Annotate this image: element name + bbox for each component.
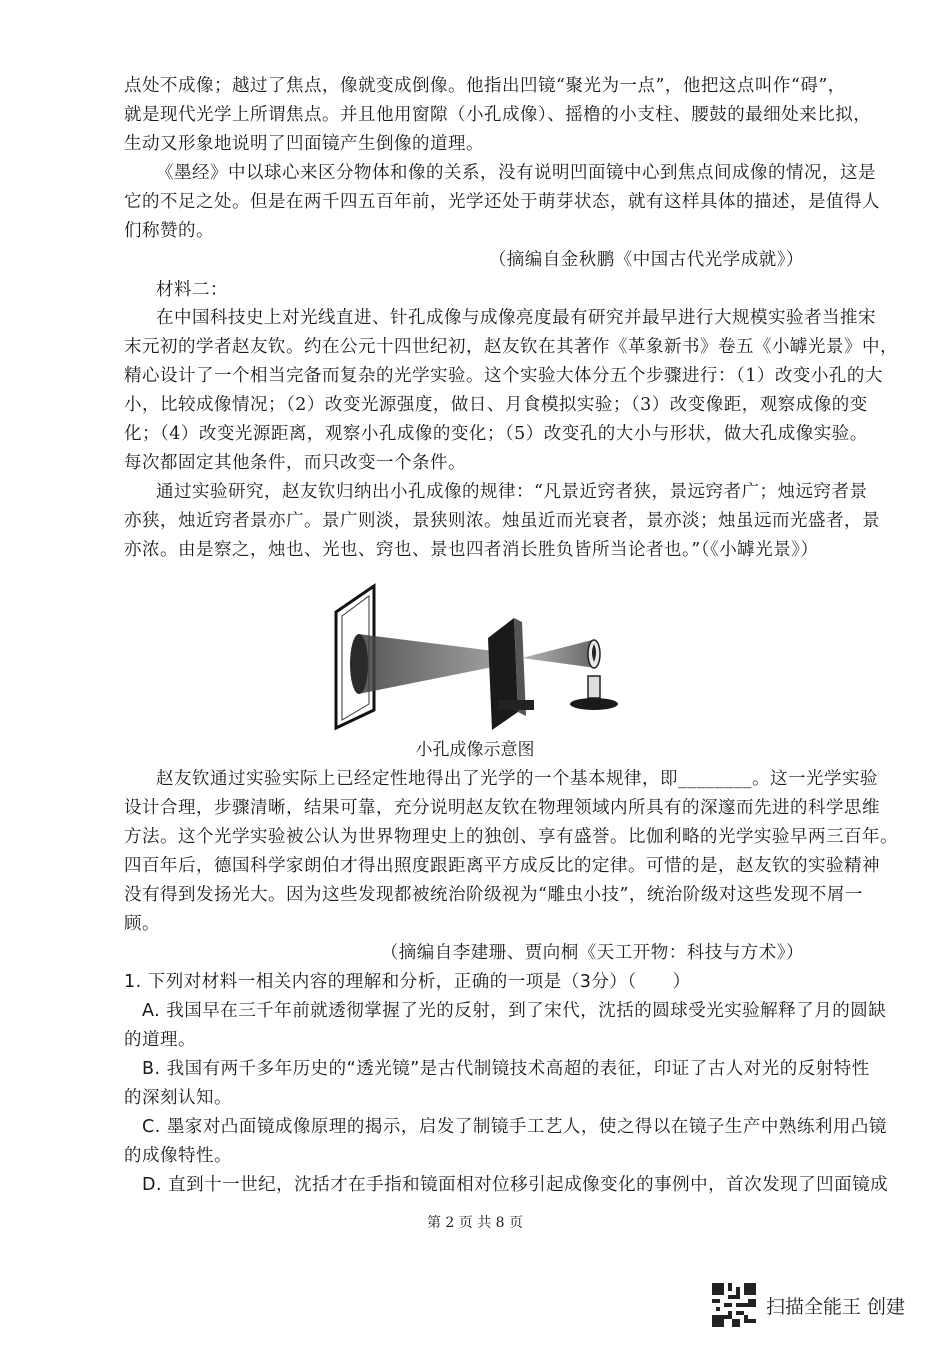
text-line: 每次都固定其他条件，而只改变一个条件。 (124, 453, 466, 473)
text-line: 点处不成像；越过了焦点，像就变成倒像。他指出凹镜“聚光为一点”，他把这点叫作“碍”， (124, 76, 846, 96)
text-line: 亦狭，烛近窍者景亦广。景广则淡，景狭则浓。烛虽近而光衰者，景亦淡；烛虽远而光盛者，景 (124, 511, 880, 531)
text-line: 顾。 (124, 914, 160, 934)
text-line: 它的不足之处。但是在两千四五百年前，光学还处于萌芽状态，就有这样具体的描述，是值得人 (124, 192, 880, 212)
pinhole-imaging-illustration (322, 582, 634, 730)
figure-caption: 小孔成像示意图 (415, 740, 535, 760)
projected-image (350, 634, 368, 694)
text-line: 设计合理，步骤清晰，结果可靠，充分说明赵友钦在物理领域内所具有的深邃而先进的科学思维 (124, 798, 880, 818)
option-a-cont: 的道理。 (124, 1030, 196, 1050)
text-line: 末元初的学者赵友钦。约在公元十四世纪初，赵友钦在其著作《革象新书》卷五《小罅光景》中， (124, 337, 898, 357)
text-line: 们称赞的。 (124, 221, 214, 241)
option-d: D. 直到十一世纪，沈括才在手指和镜面相对位移引起成像变化的事例中，首次发现了凹面镜成 (142, 1175, 889, 1195)
text-line: 就是现代光学上所谓焦点。并且他用窗隙（小孔成像）、摇橹的小支柱、腰鼓的最细处来比拟， (124, 105, 872, 125)
qr-code-icon (712, 1283, 756, 1327)
text-line: 通过实验研究，赵友钦归纳出小孔成像的规律：“凡景近窍者狭，景远窍者广；烛远窍者景 (156, 482, 868, 502)
text-line: 四百年后，德国科学家朗伯才得出照度跟距离平方成反比的定律。可惜的是，赵友钦的实验精神 (124, 856, 880, 876)
source-citation: （摘编自金秋鹏《中国古代光学成就》） (488, 250, 804, 270)
text-line: 生动又形象地说明了凹面镜产生倒像的道理。 (124, 134, 484, 154)
text-line: 在中国科技史上对光线直进、针孔成像与成像亮度最有研究并最早进行大规模实验者当推宋 (156, 308, 876, 328)
text-line: 精心设计了一个相当完备而复杂的光学实验。这个实验大体分五个步骤进行：（1）改变小孔的大 (124, 366, 883, 386)
text-line: 方法。这个光学实验被公认为世界物理史上的独创、享有盛誉。比伽利略的光学实验早两三百年。 (124, 827, 898, 847)
text-line: 小，比较成像情况；（2）改变光源强度，做日、月食模拟实验；（3）改变像距，观察成像的变 (124, 395, 868, 415)
text-line: 赵友钦通过实验实际上已经定性地得出了光学的一个基本规律，即________。这一光学实验 (156, 769, 878, 789)
option-a: A. 我国早在三千年前就透彻掌握了光的反射，到了宋代，沈括的圆球受光实验解释了月的圆缺 (142, 1001, 887, 1021)
question-stem: 1. 下列对材料一相关内容的理解和分析，正确的一项是（3分）（ ） (124, 972, 691, 992)
scanner-text: 扫描全能王 创建 (766, 1295, 906, 1318)
option-b-cont: 的深刻认知。 (124, 1088, 232, 1108)
light-cone (522, 640, 596, 668)
text-line: 没有得到发扬光大。因为这些发现都被统治阶级视为“雕虫小技”，统治阶级对这些发现不屑一 (124, 885, 863, 905)
option-c: C. 墨家对凸面镜成像原理的揭示，启发了制镜手工艺人，使之得以在镜子生产中熟练利用凸镜 (142, 1117, 887, 1137)
option-b: B. 我国有两千多年历史的“透光镜”是古代制镜技术高超的表征，印证了古人对光的反射特性 (142, 1059, 870, 1079)
text-line: 亦浓。由是察之，烛也、光也、窍也、景也四者消长胜负皆所当论者也。”（《小罅光景》） (124, 540, 819, 560)
text-line: 化；（4）改变光源距离，观察小孔成像的变化；（5）改变孔的大小与形状，做大孔成像实验。 (124, 424, 868, 444)
text-line: 《墨经》中以球心来区分物体和像的关系，没有说明凹面镜中心到焦点间成像的情况，这是 (156, 163, 876, 183)
section-heading: 材料二： (156, 280, 228, 300)
scanner-watermark (712, 1283, 905, 1327)
page-number: 第 2 页 共 8 页 (426, 1215, 524, 1231)
option-c-cont: 的成像特性。 (124, 1146, 232, 1166)
source-citation: （摘编自李建珊、贾向桐《天工开物：科技与方术》） (380, 943, 804, 963)
aperture-board (488, 618, 534, 730)
